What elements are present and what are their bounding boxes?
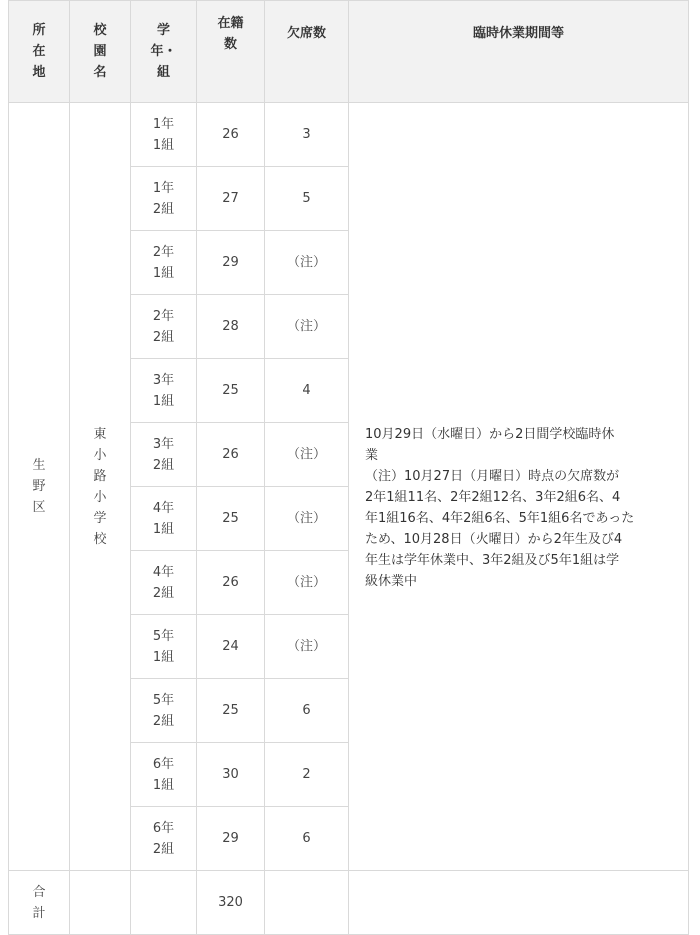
enrolled-cell: 30 [197,743,265,807]
enrolled-cell: 25 [197,679,265,743]
absent-cell: 2 [265,743,349,807]
header-school: 校 園 名 [70,1,131,103]
absent-cell: （注） [265,231,349,295]
table-row [9,103,689,167]
enrolled-cell: 26 [197,551,265,615]
period-line: ため、10月28日（火曜日）から2年生及び4 [365,531,623,547]
period-line: 年1組16名、4年2組6名、5年1組6名であった [365,510,635,526]
closure-period-cell [349,103,689,871]
absent-cell: （注） [265,615,349,679]
closure-table [8,0,689,935]
grade-class-cell: 4年 1組 [131,487,197,551]
enrolled-cell: 27 [197,167,265,231]
enrolled-cell: 25 [197,359,265,423]
period-line: 10月29日（水曜日）から2日間学校臨時休 [365,426,615,442]
total-enrolled-cell: 320 [197,871,265,935]
header-enrollment: 在籍 数 [197,1,265,103]
school-name-cell: 東 小 路 小 学 校 [70,103,131,871]
absent-cell: 6 [265,679,349,743]
header-row [9,1,689,103]
header-grade-class: 学 年・ 組 [131,1,197,103]
absent-cell: （注） [265,423,349,487]
enrolled-cell: 26 [197,423,265,487]
grade-class-cell: 5年 2組 [131,679,197,743]
enrolled-cell: 29 [197,807,265,871]
grade-class-cell: 2年 1組 [131,231,197,295]
grade-class-cell: 1年 1組 [131,103,197,167]
grade-class-cell: 5年 1組 [131,615,197,679]
absent-cell: 5 [265,167,349,231]
absent-cell: 6 [265,807,349,871]
enrolled-cell: 26 [197,103,265,167]
enrolled-cell: 29 [197,231,265,295]
grade-class-cell: 6年 2組 [131,807,197,871]
enrolled-cell: 24 [197,615,265,679]
period-line: 年生は学年休業中、3年2組及び5年1組は学 [365,552,620,568]
absent-cell: （注） [265,551,349,615]
period-line: 級休業中 [365,573,418,589]
enrolled-cell: 28 [197,295,265,359]
absent-cell: （注） [265,295,349,359]
header-absences: 欠席数 [265,1,349,103]
grade-class-cell: 4年 2組 [131,551,197,615]
absent-cell: （注） [265,487,349,551]
header-location: 所 在 地 [9,1,70,103]
grade-class-cell: 2年 2組 [131,295,197,359]
location-cell: 生 野 区 [9,103,70,871]
period-line: 業 [365,447,379,463]
period-line: 2年1組11名、2年2組12名、3年2組6名、4 [365,489,621,505]
enrolled-cell: 25 [197,487,265,551]
grade-class-cell: 3年 1組 [131,359,197,423]
absent-cell: 3 [265,103,349,167]
grade-class-cell: 1年 2組 [131,167,197,231]
absent-cell: 4 [265,359,349,423]
header-closure-period: 臨時休業期間等 [349,1,689,103]
period-line: （注）10月27日（月曜日）時点の欠席数が [365,468,620,484]
total-label-cell: 合 計 [9,871,70,935]
grade-class-cell: 6年 1組 [131,743,197,807]
grade-class-cell: 3年 2組 [131,423,197,487]
